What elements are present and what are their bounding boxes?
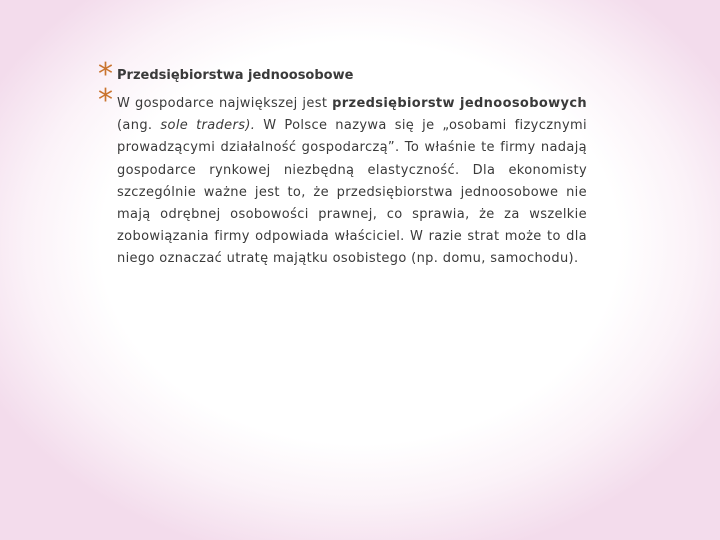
paragraph-bold-term: przedsiębiorstw jednoosobowych xyxy=(332,96,587,111)
asterisk-bullet-icon: * xyxy=(98,57,113,92)
paragraph-text: (ang. xyxy=(117,118,161,134)
slide-title: Przedsiębiorstwa jednoosobowe xyxy=(117,68,354,83)
paragraph-italic-term: sole traders). xyxy=(160,118,256,134)
asterisk-bullet-icon: * xyxy=(98,83,113,118)
paragraph-text: W Polsce nazywa się je „osobami fizycznymi prowadzącymi działalność gospodarczą”. To właśnie te firmy nadają gospodarce rynkowej niezbędną elastyczność. Dla ekonomisty szczególnie ważne jest to, że przedsiębiorstwa jednoosobowe nie mają odrębnej osobowości prawnej, co sprawia, że za wszelkie zobowiązania firmy odpowiada właściciel. W razie strat może to dla niego oznaczać utratę majątku osobistego (np. domu, samochodu). xyxy=(117,118,587,267)
body-paragraph xyxy=(117,93,587,271)
paragraph-text: W gospodarce największej jest xyxy=(117,96,333,111)
